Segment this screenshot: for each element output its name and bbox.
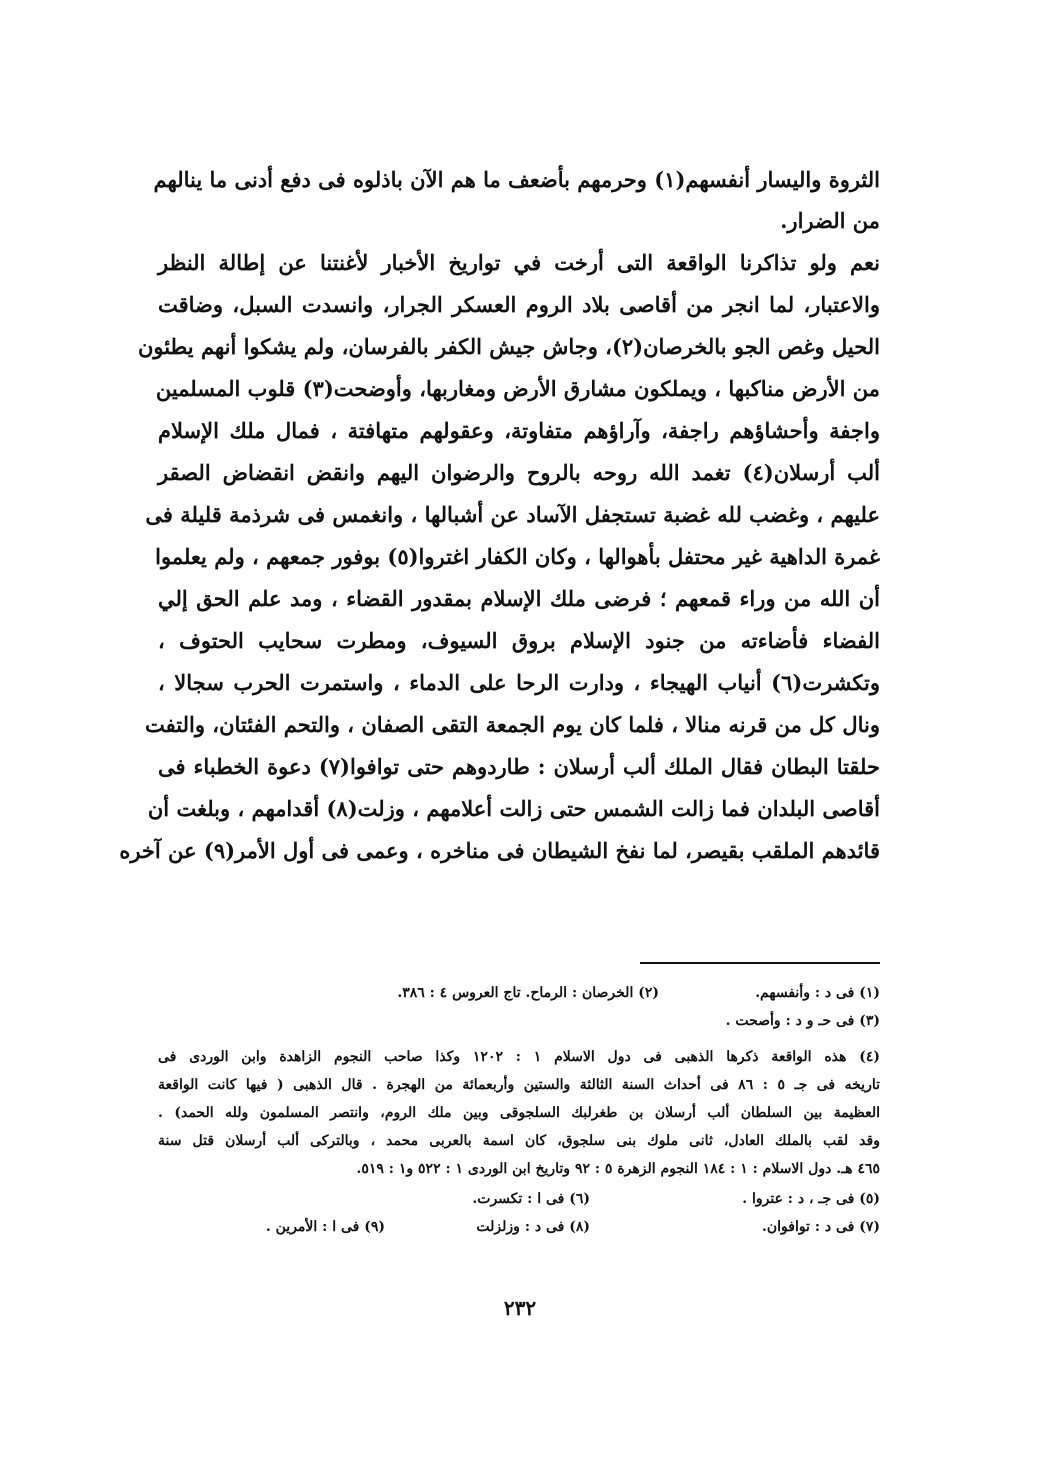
text-line: الفضاء فأضاءته من جنود الإسلام بروق السيوف، ومطرت سحايب الحتوف ، <box>158 628 880 653</box>
text-line: قائدهم الملقب بقيصر، لما نفخ الشيطان فى مناخره ، وعمى فى أول الأمر(٩) عن آخره <box>119 838 880 863</box>
footnote-4-line: العظيمة بين السلطان ألب أرسلان بن طغرلبك السلجوقى وبين ملك الروم، وانتصر المسلمون ولله الحمد) . <box>158 1105 880 1121</box>
footnote-4-line: تاريخه فى جـ ٥ : ٨٦ فى أحداث السنة الثالثة والستين وأربعمائة من الهجرة . قال الذهبى ( فيها كانت الواقعة <box>158 1077 881 1093</box>
text-line: حلقتا البطان فقال الملك ألب أرسلان : طاردوهم حتى توافوا(٧) دعوة الخطباء فى <box>158 754 880 779</box>
footnote-4-line: ٤٦٥ هـ. دول الاسلام : ١ : ١٨٤ النجوم الزهرة ٥ : ٩٢ وتاريخ ابن الوردى ١ : ٥٢٢ و١ : ٥١٩. <box>356 1161 880 1177</box>
text-line: واجفة وأحشاؤهم راجفة، وآراؤهم متفاوتة، وعقولهم متهافتة ، فمال ملك الإسلام <box>158 418 880 443</box>
text-line: وتكشرت(٦) أنياب الهيجاء ، ودارت الرحا على الدماء ، واستمرت الحرب سجالا ، <box>158 670 880 695</box>
text-line: نعم ولو تذاكرنا الواقعة التى أرخت في تواريخ الأخبار لأغنتنا عن إطالة النظر <box>158 250 880 275</box>
footnote-6: (٦) فى ا : تكسرت. <box>472 1191 590 1207</box>
page-number: ٢٣٢ <box>503 1296 537 1320</box>
text-line: عليهم ، وغضب لله غضبة تستجفل الآساد عن أشبالها ، وانغمس فى شرذمة قليلة فى <box>145 502 880 527</box>
text-line: أن الله من وراء قمعهم ؛ فرضى ملك الإسلام بمقدور القضاء ، ومد علم الحق إلي <box>158 586 880 611</box>
footnote-4-line: وقد لقب بالملك العادل، ثانى ملوك بنى سلجوق، كان اسمة بالعربى محمد ، وبالتركى ألب أرسلان قتل سنة <box>158 1133 880 1149</box>
text-line: من الأرض مناكبها ، ويملكون مشارق الأرض ومغاربها، وأوضحت(٣) قلوب المسلمين <box>155 376 880 401</box>
footnote-1: (١) فى د : وأنفسهم. <box>755 985 880 1001</box>
text-line: من الضرار. <box>780 208 880 233</box>
footnote-8: (٨) فى د : وزلزلت <box>476 1219 590 1235</box>
text-line: ونال كل من قرنه منالا ، فلما كان يوم الجمعة التقى الصفان ، والتحم الفئتان، والتفت <box>145 712 880 737</box>
text-line: غمرة الداهية غير محتفل بأهوالها ، وكان الكفار اغتروا(٥) بوفور جمعهم ، ولم يعلموا <box>155 544 880 569</box>
footnote-2: (٢) الخرصان : الرماح. تاج العروس ٤ : ٣٨٦. <box>397 985 659 1001</box>
text-line: الحيل وغص الجو بالخرصان(٢)، وجاش جيش الكفر بالفرسان، ولم يشكوا أنهم يطئون <box>137 334 880 359</box>
footnote-4-line: (٤) هذه الواقعة ذكرها الذهبى فى دول الاسلام ١ : ١٢٠٢ وكذا صاحب النجوم الزاهدة وابن الوردى فى <box>158 1049 880 1065</box>
text-line: أقاصى البلدان فما زالت الشمس حتى زالت أعلامهم ، وزلت(٨) أقدامهم ، وبلغت أن <box>147 796 880 821</box>
text-line: والاعتبار، لما انجر من أقاصى بلاد الروم العسكر الجرار، وانسدت السبل، وضاقت <box>158 292 880 317</box>
footnote-divider <box>640 962 880 964</box>
text-line: ألب أرسلان(٤) تغمد الله روحه بالروح والرضوان اليهم وانقض انقضاض الصقر <box>158 460 880 485</box>
footnote-9: (٩) فى ا : الأمرين . <box>265 1219 385 1235</box>
footnote-5: (٥) فى جـ ، د : عتروا . <box>742 1191 880 1207</box>
text-line: الثروة واليسار أنفسهم(١) وحرمهم بأضعف ما هم الآن باذلوه فى دفع أدنى ما ينالهم <box>153 167 880 192</box>
footnote-3: (٣) فى حـ و د : وأصحت . <box>725 1013 880 1029</box>
footnote-7: (٧) فى د : توافوان. <box>761 1219 880 1235</box>
